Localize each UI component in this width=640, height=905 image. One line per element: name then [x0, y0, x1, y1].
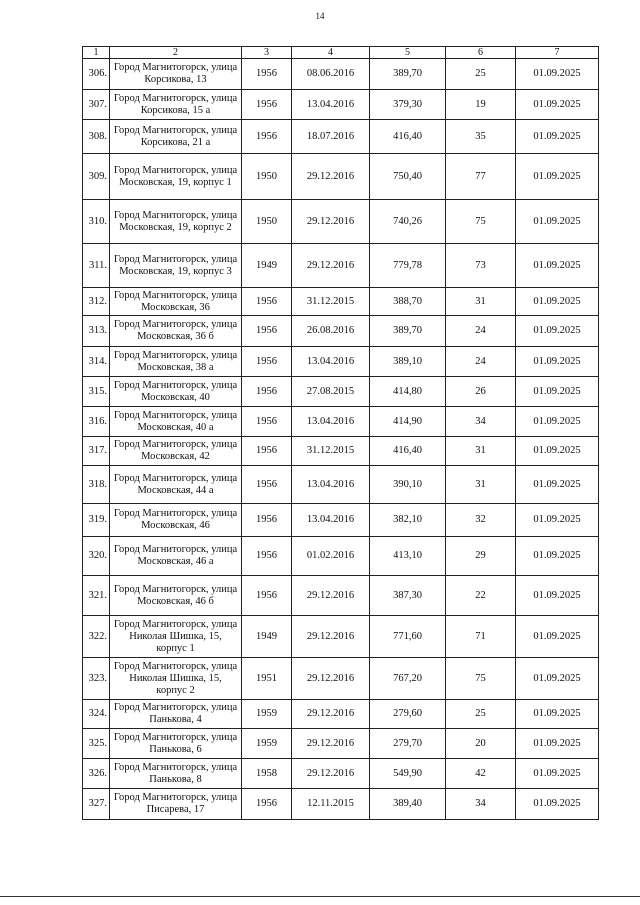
survey-date: 31.12.2015 [292, 288, 370, 316]
table-body [83, 59, 599, 820]
table-row [83, 59, 599, 90]
construction-year: 1956 [242, 504, 292, 537]
relocation-deadline: 01.09.2025 [516, 288, 599, 316]
building-address: Город Магнитогорск, улица Писарева, 17 [110, 789, 242, 820]
row-number: 320. [83, 537, 110, 576]
total-area: 414,80 [370, 377, 446, 407]
residents-count: 20 [446, 729, 516, 759]
total-area: 750,40 [370, 154, 446, 200]
construction-year: 1951 [242, 658, 292, 700]
residents-count: 42 [446, 759, 516, 789]
row-number: 310. [83, 200, 110, 244]
relocation-deadline: 01.09.2025 [516, 616, 599, 658]
construction-year: 1950 [242, 154, 292, 200]
relocation-deadline: 01.09.2025 [516, 537, 599, 576]
table-row [83, 200, 599, 244]
column-header: 7 [516, 47, 599, 59]
residents-count: 34 [446, 407, 516, 437]
survey-date: 13.04.2016 [292, 90, 370, 120]
construction-year: 1956 [242, 90, 292, 120]
relocation-deadline: 01.09.2025 [516, 120, 599, 154]
residents-count: 73 [446, 244, 516, 288]
building-address: Город Магнитогорск, улица Панькова, 6 [110, 729, 242, 759]
row-number: 321. [83, 576, 110, 616]
total-area: 388,70 [370, 288, 446, 316]
building-address: Город Магнитогорск, улица Панькова, 8 [110, 759, 242, 789]
survey-date: 29.12.2016 [292, 729, 370, 759]
total-area: 389,10 [370, 347, 446, 377]
total-area: 379,30 [370, 90, 446, 120]
building-address: Город Магнитогорск, улица Корсикова, 13 [110, 59, 242, 90]
residents-count: 75 [446, 200, 516, 244]
residents-count: 71 [446, 616, 516, 658]
row-number: 318. [83, 466, 110, 504]
row-number: 308. [83, 120, 110, 154]
building-address: Город Магнитогорск, улица Корсикова, 15 а [110, 90, 242, 120]
total-area: 771,60 [370, 616, 446, 658]
relocation-deadline: 01.09.2025 [516, 576, 599, 616]
table-row [83, 729, 599, 759]
relocation-deadline: 01.09.2025 [516, 407, 599, 437]
registry-table [82, 46, 599, 820]
relocation-deadline: 01.09.2025 [516, 347, 599, 377]
total-area: 549,90 [370, 759, 446, 789]
survey-date: 31.12.2015 [292, 437, 370, 466]
survey-date: 29.12.2016 [292, 616, 370, 658]
table-row [83, 437, 599, 466]
page-bottom-rule [0, 896, 640, 897]
building-address: Город Магнитогорск, улица Московская, 44 а [110, 466, 242, 504]
survey-date: 29.12.2016 [292, 576, 370, 616]
construction-year: 1949 [242, 616, 292, 658]
residents-count: 19 [446, 90, 516, 120]
survey-date: 01.02.2016 [292, 537, 370, 576]
residents-count: 31 [446, 288, 516, 316]
residents-count: 22 [446, 576, 516, 616]
construction-year: 1956 [242, 537, 292, 576]
row-number: 319. [83, 504, 110, 537]
survey-date: 29.12.2016 [292, 244, 370, 288]
column-header: 5 [370, 47, 446, 59]
residents-count: 25 [446, 700, 516, 729]
column-header: 1 [83, 47, 110, 59]
relocation-deadline: 01.09.2025 [516, 700, 599, 729]
residents-count: 25 [446, 59, 516, 90]
construction-year: 1956 [242, 347, 292, 377]
residents-count: 77 [446, 154, 516, 200]
table-row [83, 658, 599, 700]
row-number: 311. [83, 244, 110, 288]
construction-year: 1956 [242, 789, 292, 820]
survey-date: 18.07.2016 [292, 120, 370, 154]
construction-year: 1956 [242, 407, 292, 437]
relocation-deadline: 01.09.2025 [516, 466, 599, 504]
total-area: 414,90 [370, 407, 446, 437]
relocation-deadline: 01.09.2025 [516, 789, 599, 820]
survey-date: 13.04.2016 [292, 504, 370, 537]
relocation-deadline: 01.09.2025 [516, 316, 599, 347]
column-header: 2 [110, 47, 242, 59]
total-area: 416,40 [370, 120, 446, 154]
survey-date: 29.12.2016 [292, 700, 370, 729]
row-number: 326. [83, 759, 110, 789]
total-area: 390,10 [370, 466, 446, 504]
residents-count: 31 [446, 466, 516, 504]
building-address: Город Магнитогорск, улица Московская, 46 а [110, 537, 242, 576]
total-area: 389,40 [370, 789, 446, 820]
survey-date: 26.08.2016 [292, 316, 370, 347]
residents-count: 34 [446, 789, 516, 820]
table-row [83, 407, 599, 437]
relocation-deadline: 01.09.2025 [516, 377, 599, 407]
table-row [83, 537, 599, 576]
residents-count: 26 [446, 377, 516, 407]
building-address: Город Магнитогорск, улица Московская, 36 б [110, 316, 242, 347]
row-number: 322. [83, 616, 110, 658]
table-row [83, 616, 599, 658]
survey-date: 08.06.2016 [292, 59, 370, 90]
row-number: 317. [83, 437, 110, 466]
table-row [83, 316, 599, 347]
total-area: 413,10 [370, 537, 446, 576]
relocation-deadline: 01.09.2025 [516, 759, 599, 789]
table-row [83, 504, 599, 537]
building-address: Город Магнитогорск, улица Московская, 46 [110, 504, 242, 537]
row-number: 314. [83, 347, 110, 377]
construction-year: 1956 [242, 377, 292, 407]
total-area: 389,70 [370, 316, 446, 347]
building-address: Город Магнитогорск, улица Московская, 19, корпус 2 [110, 200, 242, 244]
residents-count: 24 [446, 316, 516, 347]
row-number: 312. [83, 288, 110, 316]
table-row [83, 347, 599, 377]
relocation-deadline: 01.09.2025 [516, 154, 599, 200]
survey-date: 27.08.2015 [292, 377, 370, 407]
column-header: 3 [242, 47, 292, 59]
table-row [83, 90, 599, 120]
building-address: Город Магнитогорск, улица Московская, 42 [110, 437, 242, 466]
building-address: Город Магнитогорск, улица Московская, 38 а [110, 347, 242, 377]
page-number: 14 [315, 11, 325, 21]
building-address: Город Магнитогорск, улица Панькова, 4 [110, 700, 242, 729]
total-area: 279,70 [370, 729, 446, 759]
relocation-deadline: 01.09.2025 [516, 729, 599, 759]
table-row [83, 759, 599, 789]
table-row [83, 120, 599, 154]
total-area: 389,70 [370, 59, 446, 90]
survey-date: 12.11.2015 [292, 789, 370, 820]
relocation-deadline: 01.09.2025 [516, 90, 599, 120]
relocation-deadline: 01.09.2025 [516, 504, 599, 537]
construction-year: 1956 [242, 59, 292, 90]
construction-year: 1956 [242, 466, 292, 504]
building-address: Город Магнитогорск, улица Московская, 36 [110, 288, 242, 316]
row-number: 323. [83, 658, 110, 700]
row-number: 324. [83, 700, 110, 729]
survey-date: 29.12.2016 [292, 200, 370, 244]
column-header: 4 [292, 47, 370, 59]
building-address: Город Магнитогорск, улица Корсикова, 21 а [110, 120, 242, 154]
relocation-deadline: 01.09.2025 [516, 658, 599, 700]
row-number: 313. [83, 316, 110, 347]
survey-date: 29.12.2016 [292, 658, 370, 700]
relocation-deadline: 01.09.2025 [516, 200, 599, 244]
construction-year: 1956 [242, 437, 292, 466]
row-number: 316. [83, 407, 110, 437]
row-number: 325. [83, 729, 110, 759]
building-address: Город Магнитогорск, улица Московская, 19, корпус 3 [110, 244, 242, 288]
survey-date: 13.04.2016 [292, 466, 370, 504]
survey-date: 13.04.2016 [292, 347, 370, 377]
construction-year: 1959 [242, 700, 292, 729]
total-area: 279,60 [370, 700, 446, 729]
residents-count: 29 [446, 537, 516, 576]
building-address: Город Магнитогорск, улица Николая Шишка, 15, корпус 2 [110, 658, 242, 700]
row-number: 327. [83, 789, 110, 820]
construction-year: 1958 [242, 759, 292, 789]
residents-count: 31 [446, 437, 516, 466]
construction-year: 1956 [242, 288, 292, 316]
table-row [83, 154, 599, 200]
survey-date: 29.12.2016 [292, 759, 370, 789]
total-area: 779,78 [370, 244, 446, 288]
total-area: 416,40 [370, 437, 446, 466]
table-row [83, 466, 599, 504]
building-address: Город Магнитогорск, улица Московская, 40 а [110, 407, 242, 437]
building-address: Город Магнитогорск, улица Московская, 46 б [110, 576, 242, 616]
total-area: 740,26 [370, 200, 446, 244]
building-address: Город Магнитогорск, улица Николая Шишка, 15, корпус 1 [110, 616, 242, 658]
row-number: 306. [83, 59, 110, 90]
table-row [83, 789, 599, 820]
construction-year: 1956 [242, 120, 292, 154]
total-area: 387,30 [370, 576, 446, 616]
survey-date: 29.12.2016 [292, 154, 370, 200]
residents-count: 32 [446, 504, 516, 537]
construction-year: 1949 [242, 244, 292, 288]
table-row [83, 244, 599, 288]
row-number: 307. [83, 90, 110, 120]
column-header: 6 [446, 47, 516, 59]
building-address: Город Магнитогорск, улица Московская, 40 [110, 377, 242, 407]
construction-year: 1959 [242, 729, 292, 759]
table-row [83, 377, 599, 407]
row-number: 309. [83, 154, 110, 200]
table-row [83, 700, 599, 729]
building-address: Город Магнитогорск, улица Московская, 19, корпус 1 [110, 154, 242, 200]
construction-year: 1956 [242, 316, 292, 347]
relocation-deadline: 01.09.2025 [516, 59, 599, 90]
table-row [83, 288, 599, 316]
construction-year: 1956 [242, 576, 292, 616]
residents-count: 35 [446, 120, 516, 154]
residents-count: 24 [446, 347, 516, 377]
relocation-deadline: 01.09.2025 [516, 437, 599, 466]
relocation-deadline: 01.09.2025 [516, 244, 599, 288]
construction-year: 1950 [242, 200, 292, 244]
header-row [83, 47, 599, 59]
row-number: 315. [83, 377, 110, 407]
table-row [83, 576, 599, 616]
total-area: 382,10 [370, 504, 446, 537]
residents-count: 75 [446, 658, 516, 700]
survey-date: 13.04.2016 [292, 407, 370, 437]
total-area: 767,20 [370, 658, 446, 700]
